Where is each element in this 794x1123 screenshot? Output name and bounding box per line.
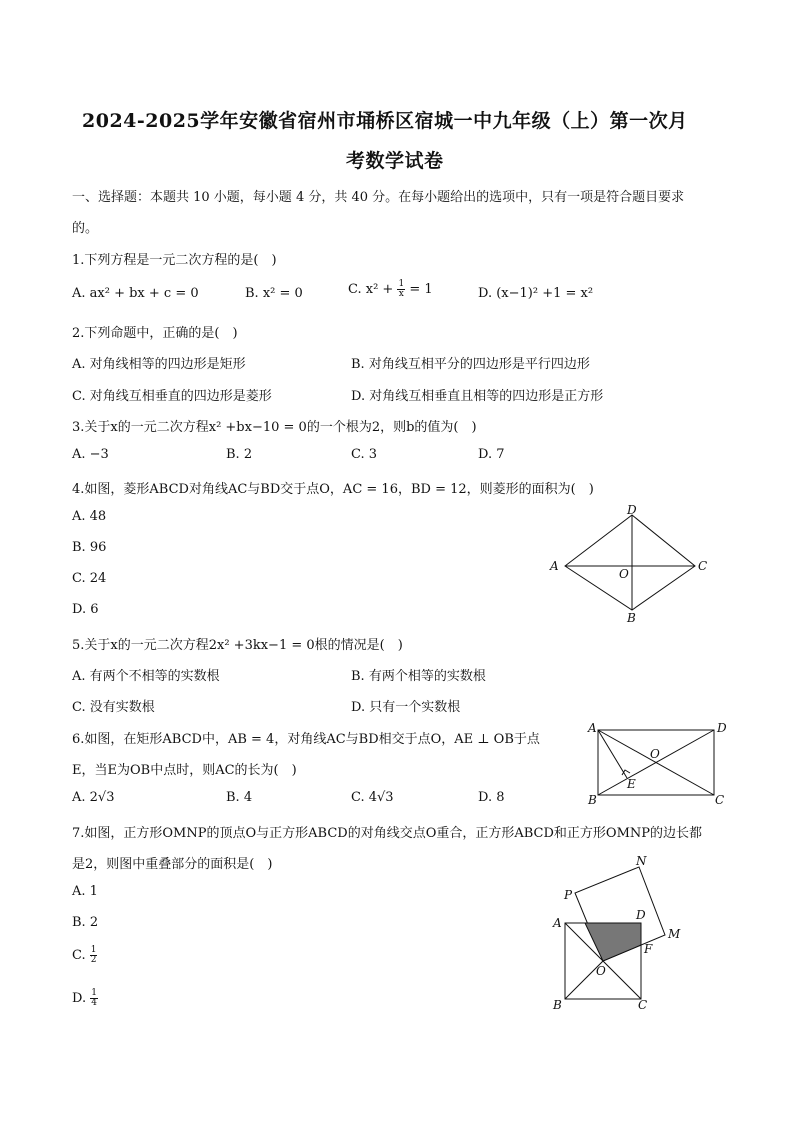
q4-label-o: O xyxy=(619,567,629,581)
q2-option-d: D. 对角线互相垂直且相等的四边形是正方形 xyxy=(351,389,604,404)
q6-label-d: D xyxy=(717,721,727,735)
q2-option-b: B. 对角线互相平分的四边形是平行四边形 xyxy=(351,357,590,372)
q6-stem-line1: 6.如图，在矩形ABCD中，AB = 4，对角线AC与BD相交于点O，AE ⊥ OB于点 xyxy=(72,732,540,747)
q7-stem-line2: 是2，则图中重叠部分的面积是( ) xyxy=(72,857,273,872)
q7-label-n: N xyxy=(636,855,647,868)
q7-label-c: C xyxy=(638,998,648,1012)
q5-option-b: B. 有两个相等的实数根 xyxy=(351,669,486,684)
overlap-shaded-region xyxy=(585,923,641,961)
q7-option-d-fraction xyxy=(90,989,98,1008)
q2-option-a: A. 对角线相等的四边形是矩形 xyxy=(72,357,246,372)
q4-rhombus-figure xyxy=(540,500,720,630)
q6-label-c: C xyxy=(715,793,725,807)
q7-label-a: A xyxy=(553,916,562,930)
q7-option-c xyxy=(72,946,97,965)
q7-label-b: B xyxy=(553,998,562,1012)
q7-label-m: M xyxy=(668,927,681,941)
q7-d-denominator: 4 xyxy=(91,998,97,1008)
page-title-line1: 2024-2025学年安徽省宿州市埇桥区宿城一中九年级（上）第一次月 xyxy=(82,110,688,132)
q1-option-c xyxy=(348,280,433,299)
q7-label-d: D xyxy=(636,908,646,922)
q1-option-b: B. x² = 0 xyxy=(245,286,303,301)
q6-stem-line2: E，当E为OB中点时，则AC的长为( ) xyxy=(72,763,297,778)
q7-option-c-prefix: C. xyxy=(72,948,90,963)
q4-option-d: D. 6 xyxy=(72,602,99,617)
q6-rectangle-figure xyxy=(580,718,730,813)
q7-label-p: P xyxy=(564,888,573,902)
q3-option-d: D. 7 xyxy=(478,447,505,462)
q4-label-d: D xyxy=(627,503,637,517)
q1-c-denominator: x xyxy=(398,289,404,299)
q6-label-b: B xyxy=(588,793,597,807)
q3-stem: 3.关于x的一元二次方程x² +bx−10 = 0的一个根为2，则b的值为( ) xyxy=(72,420,477,435)
q7-option-b: B. 2 xyxy=(72,915,99,930)
q5-option-d: D. 只有一个实数根 xyxy=(351,700,461,715)
q1-option-c-prefix: C. x² + xyxy=(348,282,398,297)
q6-option-c: C. 4√3 xyxy=(351,790,394,805)
q4-option-b: B. 96 xyxy=(72,540,107,555)
q5-option-a: A. 有两个不相等的实数根 xyxy=(72,669,220,684)
q4-option-c: C. 24 xyxy=(72,571,107,586)
q3-option-b: B. 2 xyxy=(226,447,253,462)
section-header-line1: 一、选择题：本题共 10 小题，每小题 4 分，共 40 分。在每小题给出的选项中，只有一项是符合题目要求 xyxy=(72,190,685,205)
q7-stem-line1: 7.如图，正方形OMNP的顶点O与正方形ABCD的对角线交点O重合，正方形ABCD和正方形OMNP的边长都 xyxy=(72,826,703,841)
q2-option-c: C. 对角线互相垂直的四边形是菱形 xyxy=(72,389,272,404)
q1-option-d: D. (x−1)² +1 = x² xyxy=(478,286,594,301)
page-title-line2: 考数学试卷 xyxy=(346,150,444,172)
q5-option-c: C. 没有实数根 xyxy=(72,700,155,715)
q4-option-a: A. 48 xyxy=(72,509,107,524)
q4-stem: 4.如图，菱形ABCD对角线AC与BD交于点O，AC = 16，BD = 12，则菱形的面积为( ) xyxy=(72,482,594,497)
q1-option-a: A. ax² + bx + c = 0 xyxy=(72,286,199,301)
q7-option-c-fraction xyxy=(90,946,98,965)
q6-option-a: A. 2√3 xyxy=(72,790,115,805)
q6-option-d: D. 8 xyxy=(478,790,505,805)
q5-stem: 5.关于x的一元二次方程2x² +3kx−1 = 0根的情况是( ) xyxy=(72,638,403,653)
q7-squares-figure xyxy=(545,855,695,1015)
q6-label-a: A xyxy=(588,721,597,735)
q6-label-o: O xyxy=(650,747,660,761)
q7-d-numerator: 1 xyxy=(91,988,97,998)
q2-stem: 2.下列命题中，正确的是( ) xyxy=(72,326,238,341)
q7-option-d-prefix: D. xyxy=(72,991,91,1006)
q7-c-numerator: 1 xyxy=(90,945,97,955)
q7-option-a: A. 1 xyxy=(72,884,98,899)
section-header-line2: 的。 xyxy=(72,221,99,236)
q1-option-c-suffix: = 1 xyxy=(405,282,433,297)
q3-option-a: A. −3 xyxy=(72,447,109,462)
q7-label-f: F xyxy=(644,942,653,956)
q6-option-b: B. 4 xyxy=(226,790,253,805)
q1-c-numerator: 1 xyxy=(398,279,405,289)
q1-stem: 1.下列方程是一元二次方程的是( ) xyxy=(72,253,277,268)
q7-option-d xyxy=(72,989,98,1008)
q4-label-c: C xyxy=(698,559,708,573)
rhombus-outline xyxy=(565,515,695,610)
segment-ae xyxy=(598,730,627,778)
q3-option-c: C. 3 xyxy=(351,447,378,462)
q4-label-a: A xyxy=(550,559,559,573)
q7-label-o: O xyxy=(596,964,606,978)
q7-c-denominator: 2 xyxy=(90,955,97,965)
q4-label-b: B xyxy=(627,611,636,625)
q6-label-e: E xyxy=(627,777,636,791)
